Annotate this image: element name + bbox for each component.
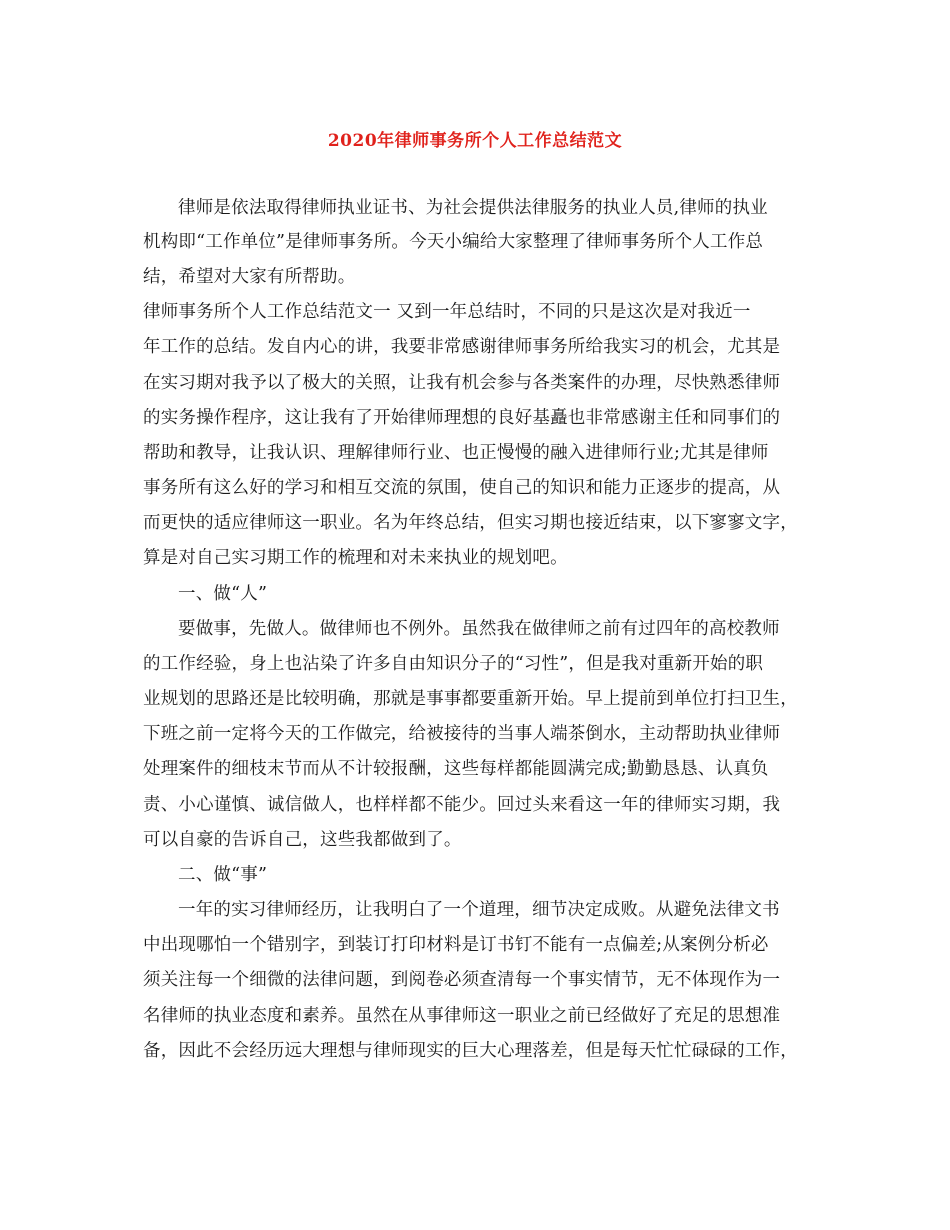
- paragraph-line: 事务所有这么好的学习和相互交流的氛围，使自己的知识和能力正逐步的提高，从: [143, 478, 781, 498]
- paragraph-line: 算是对自己实习期工作的梳理和对未来执业的规划吧。: [143, 548, 568, 568]
- paragraph-line: 须关注每一个细微的法律问题，到阅卷必须查清每一个事实情节，无不体现作为一: [143, 970, 781, 990]
- paragraph-line: 的工作经验，身上也沾染了许多自由知识分子的“习性”，但是我对重新开始的职: [143, 654, 764, 674]
- paragraph-line: 业规划的思路还是比较明确，那就是事事都要重新开始。早上提前到单位打扫卫生，: [143, 689, 798, 709]
- section-heading: 一、做“人”: [178, 584, 268, 604]
- paragraph-line: 名律师的执业态度和素养。虽然在从事律师这一职业之前已经做好了充足的思想准: [143, 1006, 781, 1026]
- paragraph-line: 一年的实习律师经历，让我明白了一个道理，细节决定成败。从避免法律文书: [178, 900, 780, 920]
- paragraph-line: 要做事，先做人。做律师也不例外。虽然我在做律师之前有过四年的高校教师: [178, 619, 780, 639]
- paragraph-line: 可以自豪的告诉自己，这些我都做到了。: [143, 830, 462, 850]
- paragraph-line: 律师是依法取得律师执业证书、为社会提供法律服务的执业人员,律师的执业: [178, 198, 768, 218]
- paragraph-line: 处理案件的细枝末节而从不计较报酬，这些每样都能圆满完成;勤勤恳恳、认真负: [143, 759, 769, 779]
- paragraph-line: 律师事务所个人工作总结范文一 又到一年总结时，不同的只是这次是对我近一: [143, 302, 751, 322]
- paragraph-line: 结，希望对大家有所帮助。: [143, 267, 356, 287]
- paragraph-line: 的实务操作程序，这让我有了开始律师理想的良好基矗也非常感谢主任和同事们的: [143, 408, 781, 428]
- paragraph-line: 备，因此不会经历远大理想与律师现实的巨大心理落差，但是每天忙忙碌碌的工作，: [143, 1041, 798, 1061]
- paragraph-line: 中出现哪怕一个错别字，到装订打印材料是订书钉不能有一点偏差;从案例分析必: [143, 935, 769, 955]
- paragraph-line: 在实习期对我予以了极大的关照，让我有机会参与各类案件的办理，尽快熟悉律师: [143, 373, 781, 393]
- paragraph-line: 帮助和教导，让我认识、理解律师行业、也正慢慢的融入进律师行业;尤其是律师: [143, 443, 769, 463]
- paragraph-line: 责、小心谨慎、诚信做人，也样样都不能少。回过头来看这一年的律师实习期，我: [143, 795, 781, 815]
- paragraph-line: 年工作的总结。发自内心的讲，我要非常感谢律师事务所给我实习的机会，尤其是: [143, 337, 781, 357]
- paragraph-line: 而更快的适应律师这一职业。名为年终总结，但实习期也接近结束，以下寥寥文字，: [143, 513, 798, 533]
- section-heading: 二、做“事”: [178, 865, 268, 885]
- paragraph-line: 下班之前一定将今天的工作做完，给被接待的当事人端茶倒水，主动帮助执业律师: [143, 724, 781, 744]
- document-title: 2020年律师事务所个人工作总结范文: [327, 131, 623, 151]
- paragraph-line: 机构即“工作单位”是律师事务所。今天小编给大家整理了律师事务所个人工作总: [143, 232, 764, 252]
